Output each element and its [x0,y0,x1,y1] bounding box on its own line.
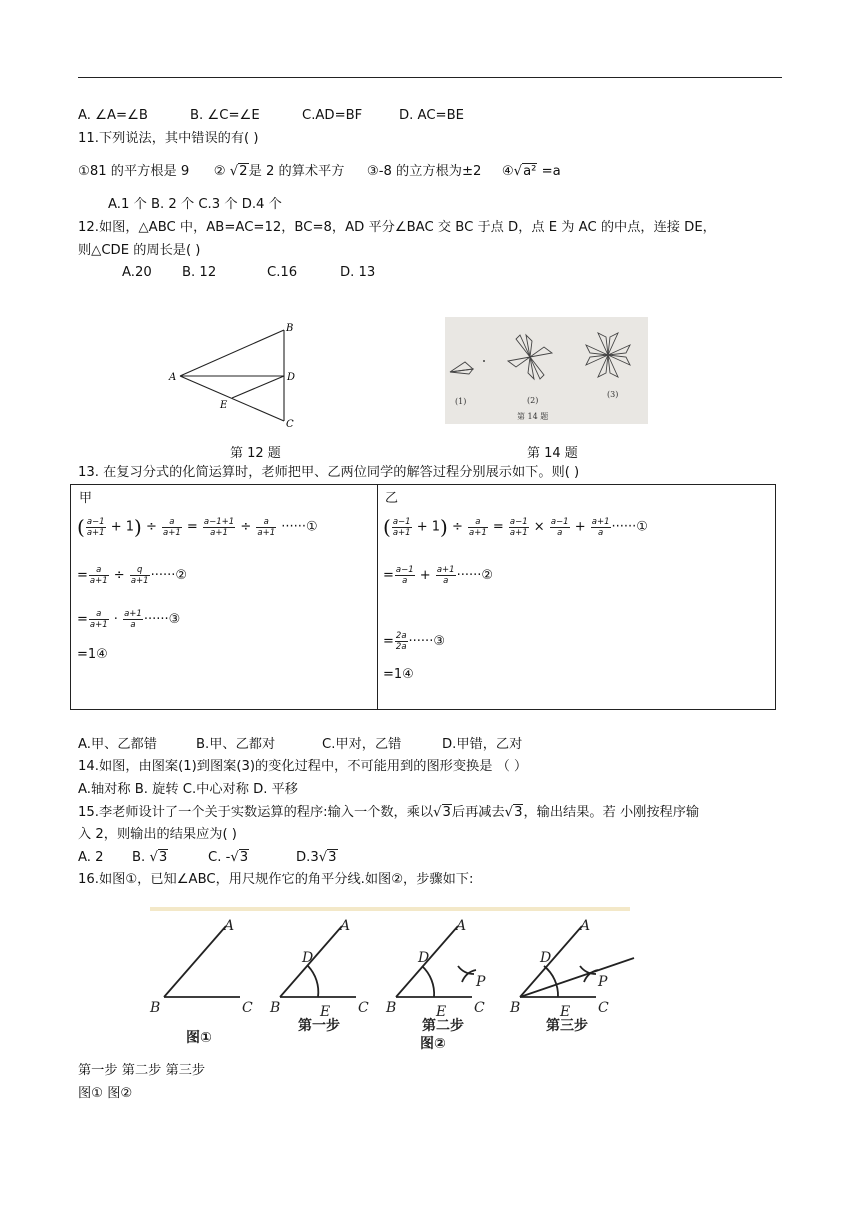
q16-footer-steps: 第一步 第二步 第三步 [78,1063,206,1078]
q16-footer-figs: 图① 图② [78,1086,133,1101]
svg-text:D: D [302,950,314,966]
q11-statements [78,163,561,181]
q14-label-3: (3) [607,390,619,399]
svg-text:D: D [540,950,552,966]
svg-text:A: A [224,918,235,934]
q13-option-c: C.甲对，乙错 [322,737,402,752]
q13-option-d: D.甲错，乙对 [442,737,523,752]
q15-line2: 入 2，则输出的结果应为( ) [78,827,237,842]
svg-text:B: B [150,1000,161,1016]
q11-s4-suffix: =a [537,164,561,179]
right-cell-title: 乙 [385,491,399,506]
svg-text:B: B [270,1000,281,1016]
q13-stem: 13. 在复习分式的化简运算时，老师把甲、乙两位同学的解答过程分别展示如下。则( ) [78,465,580,480]
fig12-caption: 第 12 题 [230,446,281,461]
fig14-caption: 第 14 题 [527,446,578,461]
q14-label-1: (1) [455,397,467,406]
q13-options [78,736,522,754]
q16-stem: 16.如图①，已知∠ABC，用尺规作它的角平分线.如图②，步骤如下: [78,872,474,887]
fig16-caption-1: 图① [186,1030,212,1046]
svg-text:E: E [320,1004,331,1020]
q12-option-a: A.20 [122,265,152,280]
svg-text:B: B [510,1000,521,1016]
svg-text:E: E [436,1004,447,1020]
q15-option-a: A. 2 [78,850,104,865]
q11-stem: 11.下列说法，其中错误的有( ) [78,131,259,146]
right-step-3: = $\frac{2a}{2a}$ ······③ [383,631,445,652]
left-step-1: ( $\frac{a-1}{a+1}$ + 1) ÷ $\frac{a}{a+1}$ = $\frac{a-1+1}{a+1}$ ÷ $\frac{a}{a+1}$ ······① [77,515,318,539]
q12-line2: 则△CDE 的周长是( ) [78,243,201,258]
q14-photo-title: 第 14 题 [517,412,549,421]
q14-options: A.轴对称 B. 旋转 C.中心对称 D. 平移 [78,782,298,797]
q11-s4-prefix: ④ [501,164,514,179]
q11-s4-radicand: a² [523,164,537,179]
q10-option-a: A. ∠A=∠B [78,108,148,123]
q14-pattern-figure [445,317,648,424]
q10-option-b: B. ∠C=∠E [190,108,260,123]
header-rule [78,77,782,78]
fig16-step-3: 第三步 [546,1018,588,1034]
q11-options: A.1 个 B. 2 个 C.3 个 D.4 个 [108,197,282,212]
svg-text:P: P [598,974,608,990]
q12-triangle-figure [165,318,305,430]
svg-text:C: C [358,1000,369,1016]
svg-text:P: P [476,974,486,990]
fig16-caption-2: 图② [420,1036,446,1052]
left-step-2: = $\frac{a}{a+1}$ ÷ $\frac{q}{a+1}$ ······② [77,565,188,586]
right-step-2: = $\frac{a-1}{a}$ + $\frac{a+1}{a}$ ······② [383,565,494,586]
svg-text:C: C [598,1000,609,1016]
q12-label-d: D [287,372,296,383]
q15-option-d: D.3√3 [296,850,337,865]
svg-text:B: B [386,1000,397,1016]
q12-options [122,264,375,282]
q13-option-a: A.甲、乙都错 [78,737,157,752]
left-cell-title: 甲 [79,491,93,506]
sqrt-symbol: √a² [513,164,537,179]
fig16-step-2: 第二步 [422,1018,464,1034]
sqrt-symbol: √3 [433,805,451,820]
q11-s2-suffix: 是 2 的算术平方 [248,164,345,179]
q15-option-c: C. -√3 [208,850,249,865]
svg-text:A: A [580,918,591,934]
q11-s2-radicand: 2 [239,164,248,179]
q10-option-c: C.AD=BF [302,108,363,123]
q15-option-b: B. √3 [132,850,168,865]
q13-option-b: B.甲、乙都对 [196,737,276,752]
q11-s2-prefix: ② [213,164,226,179]
table-divider [377,485,378,709]
q11-s1: ①81 的平方根是 9 [78,164,190,179]
q12-option-b: B. 12 [182,265,217,280]
right-step-4: =1④ [383,667,414,682]
q12-option-d: D. 13 [340,265,376,280]
left-step-4: =1④ [77,647,108,662]
q11-s3: ③-8 的立方根为±2 [366,164,482,179]
q12-label-e: E [220,400,228,411]
left-step-3: = $\frac{a}{a+1}$ · $\frac{a+1}{a}$ ······③ [77,609,181,630]
svg-text:D: D [418,950,430,966]
svg-text:E: E [560,1004,571,1020]
q16-construction-figure [140,904,650,1056]
sqrt-symbol: √3 [504,805,523,820]
svg-text:A: A [456,918,467,934]
right-step-1: ( $\frac{a-1}{a+1}$ + 1) ÷ $\frac{a}{a+1}$ = $\frac{a-1}{a+1}$ × $\frac{a-1}{a}$ + $\frac{a+1}{a}$ ······① [383,515,648,539]
q12-line1: 12.如图，△ABC 中，AB=AC=12，BC=8，AD 平分∠BAC 交 BC 于点 D，点 E 为 AC 的中点，连接 DE， [78,220,716,235]
q12-label-b: B [286,323,294,334]
q12-label-c: C [286,419,294,430]
q10-option-d: D. AC=BE [399,108,464,123]
fig16-step-1: 第一步 [298,1018,340,1034]
q10-options [78,107,464,125]
svg-text:C: C [242,1000,253,1016]
q14-stem: 14.如图，由图案(1)到图案(3)的变化过程中，不可能用到的图形变换是 （ ） [78,759,528,774]
sqrt-symbol: √2 [229,164,248,179]
q12-option-c: C.16 [267,265,298,280]
q13-solution-table [70,484,776,710]
svg-text:C: C [474,1000,485,1016]
svg-text:A: A [340,918,351,934]
q12-label-a: A [169,372,177,383]
q15-line1: 15.李老师设计了一个关于实数运算的程序:输入一个数，乘以√3后再减去√3，输出结果。若 小刚按程序输 [78,805,700,820]
q14-label-2: (2) [527,396,539,405]
q15-options [78,849,338,867]
